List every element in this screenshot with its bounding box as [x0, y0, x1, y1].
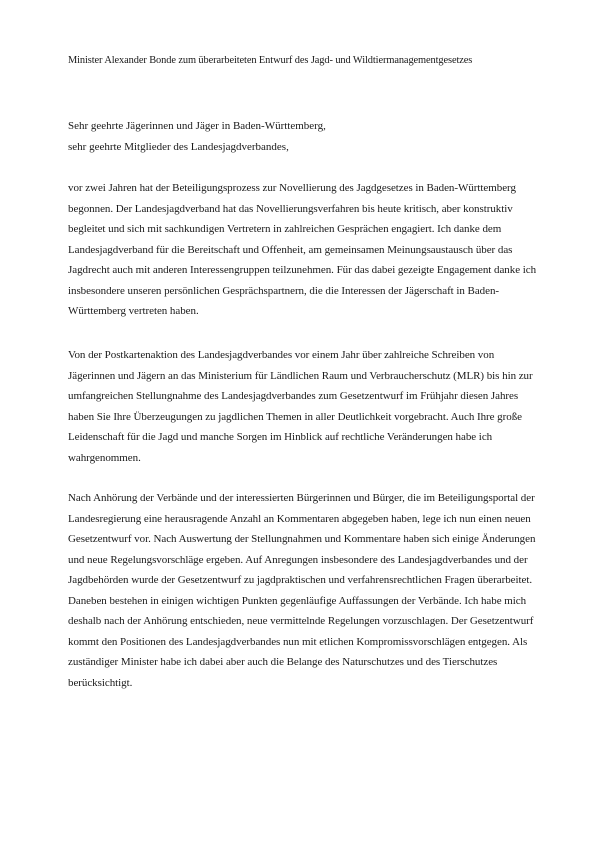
salutation-block	[68, 116, 538, 157]
body-paragraph: Nach Anhörung der Verbände und der interessierten Bürgerinnen und Bürger, die im Beteiligungsportal der Landesregierung eine herausragende Anzahl an Kommentaren abgegeben haben, lege ich nun einen neuen Gesetzentwurf vor. Nach Auswertung der Stellungnahmen und Kommentare haben sich einige Änderungen und neue Regelungsvorschläge ergeben. Auf Anregungen insbesondere des Landesjagdverbandes und der Jagdbehörden wurde der Gesetzentwurf zu jagdpraktischen und verfahrensrechtlichen Fragen überarbeitet. Daneben bestehen in einigen wichtigen Punkten gegenläufige Auffassungen der Verbände. Ich habe mich deshalb nach der Anhörung entschieden, neue vermittelnde Regelungen vorzuschlagen. Der Gesetzentwurf kommt den Positionen des Landesjagdverbandes nun mit etlichen Kompromissvorschlägen entgegen. Als zuständiger Minister habe ich dabei aber auch die Belange des Naturschutzes und des Tierschutzes berücksichtigt.	[68, 492, 536, 689]
body-paragraph: Von der Postkartenaktion des Landesjagdverbandes vor einem Jahr über zahlreiche Schreiben von Jägerinnen und Jägern an das Ministerium für Ländlichen Raum und Verbraucherschutz (MLR) bis hin zur umfangreichen Stellungnahme des Landesjagdverbandes zum Gesetzentwurf im Frühjahr diesen Jahres haben Sie Ihre Überzeugungen zu jagdlichen Themen in aller Deutlichkeit vorgebracht. Auch Ihre große Leidenschaft für die Jagd und manche Sorgen im Hinblick auf rechtliche Veränderungen habe ich wahrgenommen.	[68, 349, 533, 464]
body-paragraph: vor zwei Jahren hat der Beteiligungsprozess zur Novellierung des Jagdgesetzes in Baden-Württemberg begonnen. Der Landesjagdverband hat das Novellierungsverfahren bis heute kritisch, aber konstruktiv begleitet und sich mit sachkundigen Vertretern in zahlreichen Gesprächen engagiert. Ich danke dem Landesjagdverband für die Bereitschaft und Offenheit, am gemeinsamen Meinungsaustausch über das Jagdrecht auch mit anderen Interessengruppen teilzunehmen. Für das dabei gezeigte Engagement danke ich insbesondere unseren persönlichen Gesprächspartnern, die die Interessen der Jägerschaft in Baden-Württemberg vertreten haben.	[68, 182, 537, 317]
salutation-line: sehr geehrte Mitglieder des Landesjagdverbandes,	[68, 140, 289, 153]
document-title: Minister Alexander Bonde zum überarbeiteten Entwurf des Jagd- und Wildtiermanagementgesetzes	[68, 55, 473, 66]
salutation-line: Sehr geehrte Jägerinnen und Jäger in Baden-Württemberg,	[68, 120, 326, 132]
